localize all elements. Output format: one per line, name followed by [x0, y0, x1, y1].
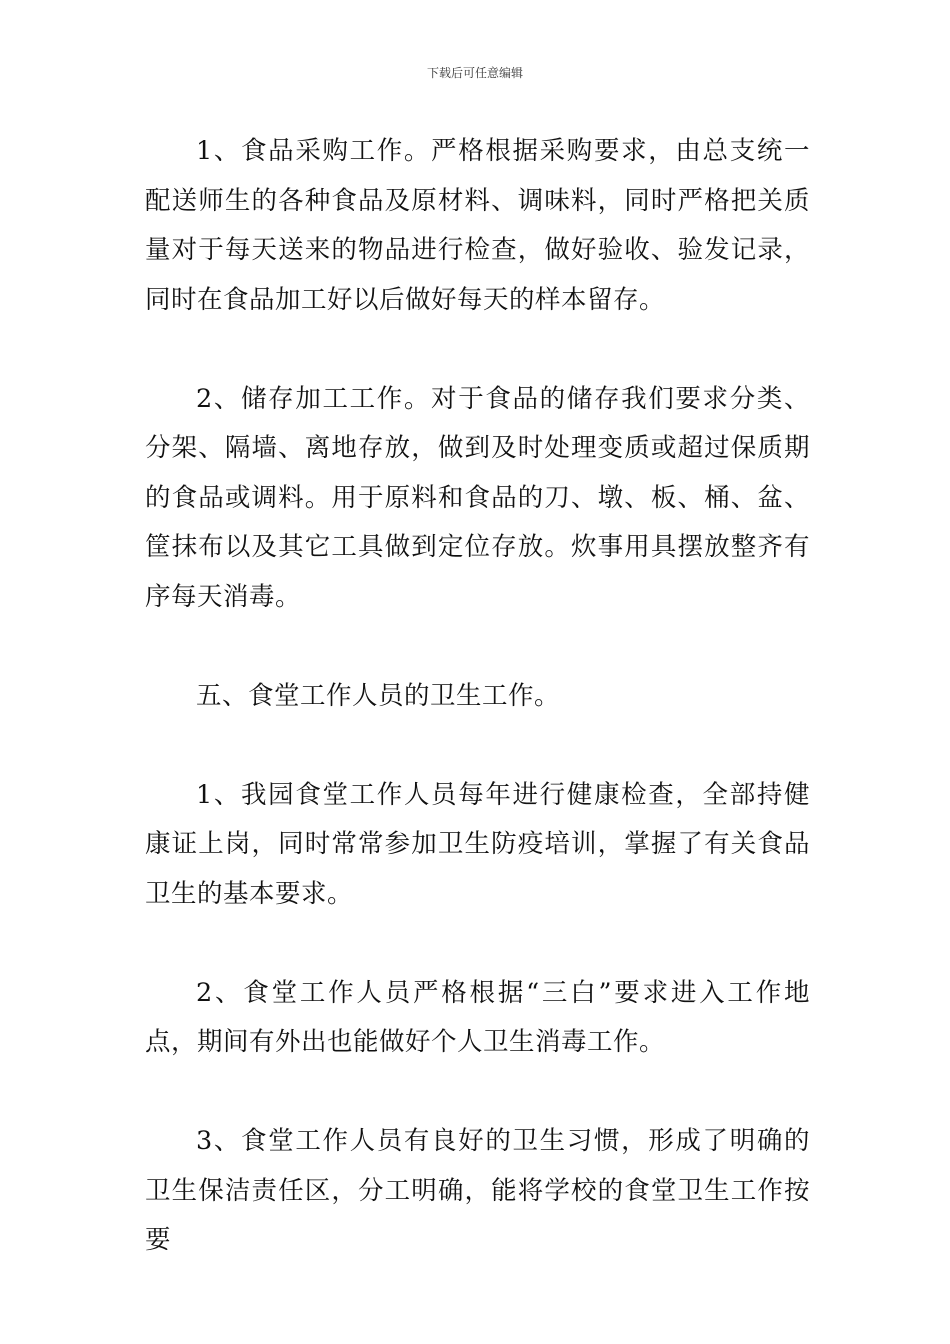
text-line: 送师生的各种食品及原材料、调味料，同时严格把关质量	[145, 185, 810, 265]
text-line: 2、储存加工工作。对于食品的储存我们要求分类、分	[145, 383, 810, 463]
paragraph-health-check	[145, 771, 810, 920]
text-line: 架、隔墙、离地存放，做到及时处理变质或超过保质期的	[145, 433, 810, 513]
paragraph-storage-processing	[145, 375, 810, 623]
text-line: 每天消毒。	[171, 581, 302, 612]
text-line: 证上岗，同时常常参加卫生防疫培训，掌握了有关食品卫	[145, 829, 810, 909]
text-line: 食品或调料。用于原料和食品的刀、墩、板、桶、盆、筐	[145, 482, 810, 562]
text-line: 3、食堂工作人员有良好的卫生习惯，形成了明确的卫	[145, 1126, 810, 1206]
text-line: 对于每天送来的物品进行检查，做好验收、验发记录，同	[145, 235, 810, 315]
paragraph-three-white	[145, 969, 810, 1068]
text-line: 1、我园食堂工作人员每年进行健康检查，全部持健康	[145, 779, 810, 859]
text-line: 1、食品采购工作。严格根据采购要求，由总支统一配	[145, 136, 810, 216]
section-heading-staff-hygiene	[145, 672, 810, 722]
text-line: 生的基本要求。	[171, 878, 354, 909]
text-line: 五、食堂工作人员的卫生工作。	[196, 680, 561, 711]
page-header-note: 下载后可任意编辑	[426, 66, 523, 80]
paragraph-hygiene-habits	[145, 1117, 810, 1266]
document-body	[145, 127, 810, 1266]
text-line: 期间有外出也能做好个人卫生消毒工作。	[197, 1027, 666, 1057]
text-line: 抹布以及其它工具做到定位存放。炊事用具摆放整齐有序	[145, 532, 810, 612]
text-line: 2、食堂工作人员严格根据“三白”要求进入工作地点，	[145, 977, 810, 1057]
paragraph-food-procurement	[145, 127, 810, 325]
text-line: 时在食品加工好以后做好每天的样本留存。	[171, 284, 666, 315]
text-line: 生保洁责任区，分工明确，能将学校的食堂卫生工作按要	[145, 1175, 810, 1255]
